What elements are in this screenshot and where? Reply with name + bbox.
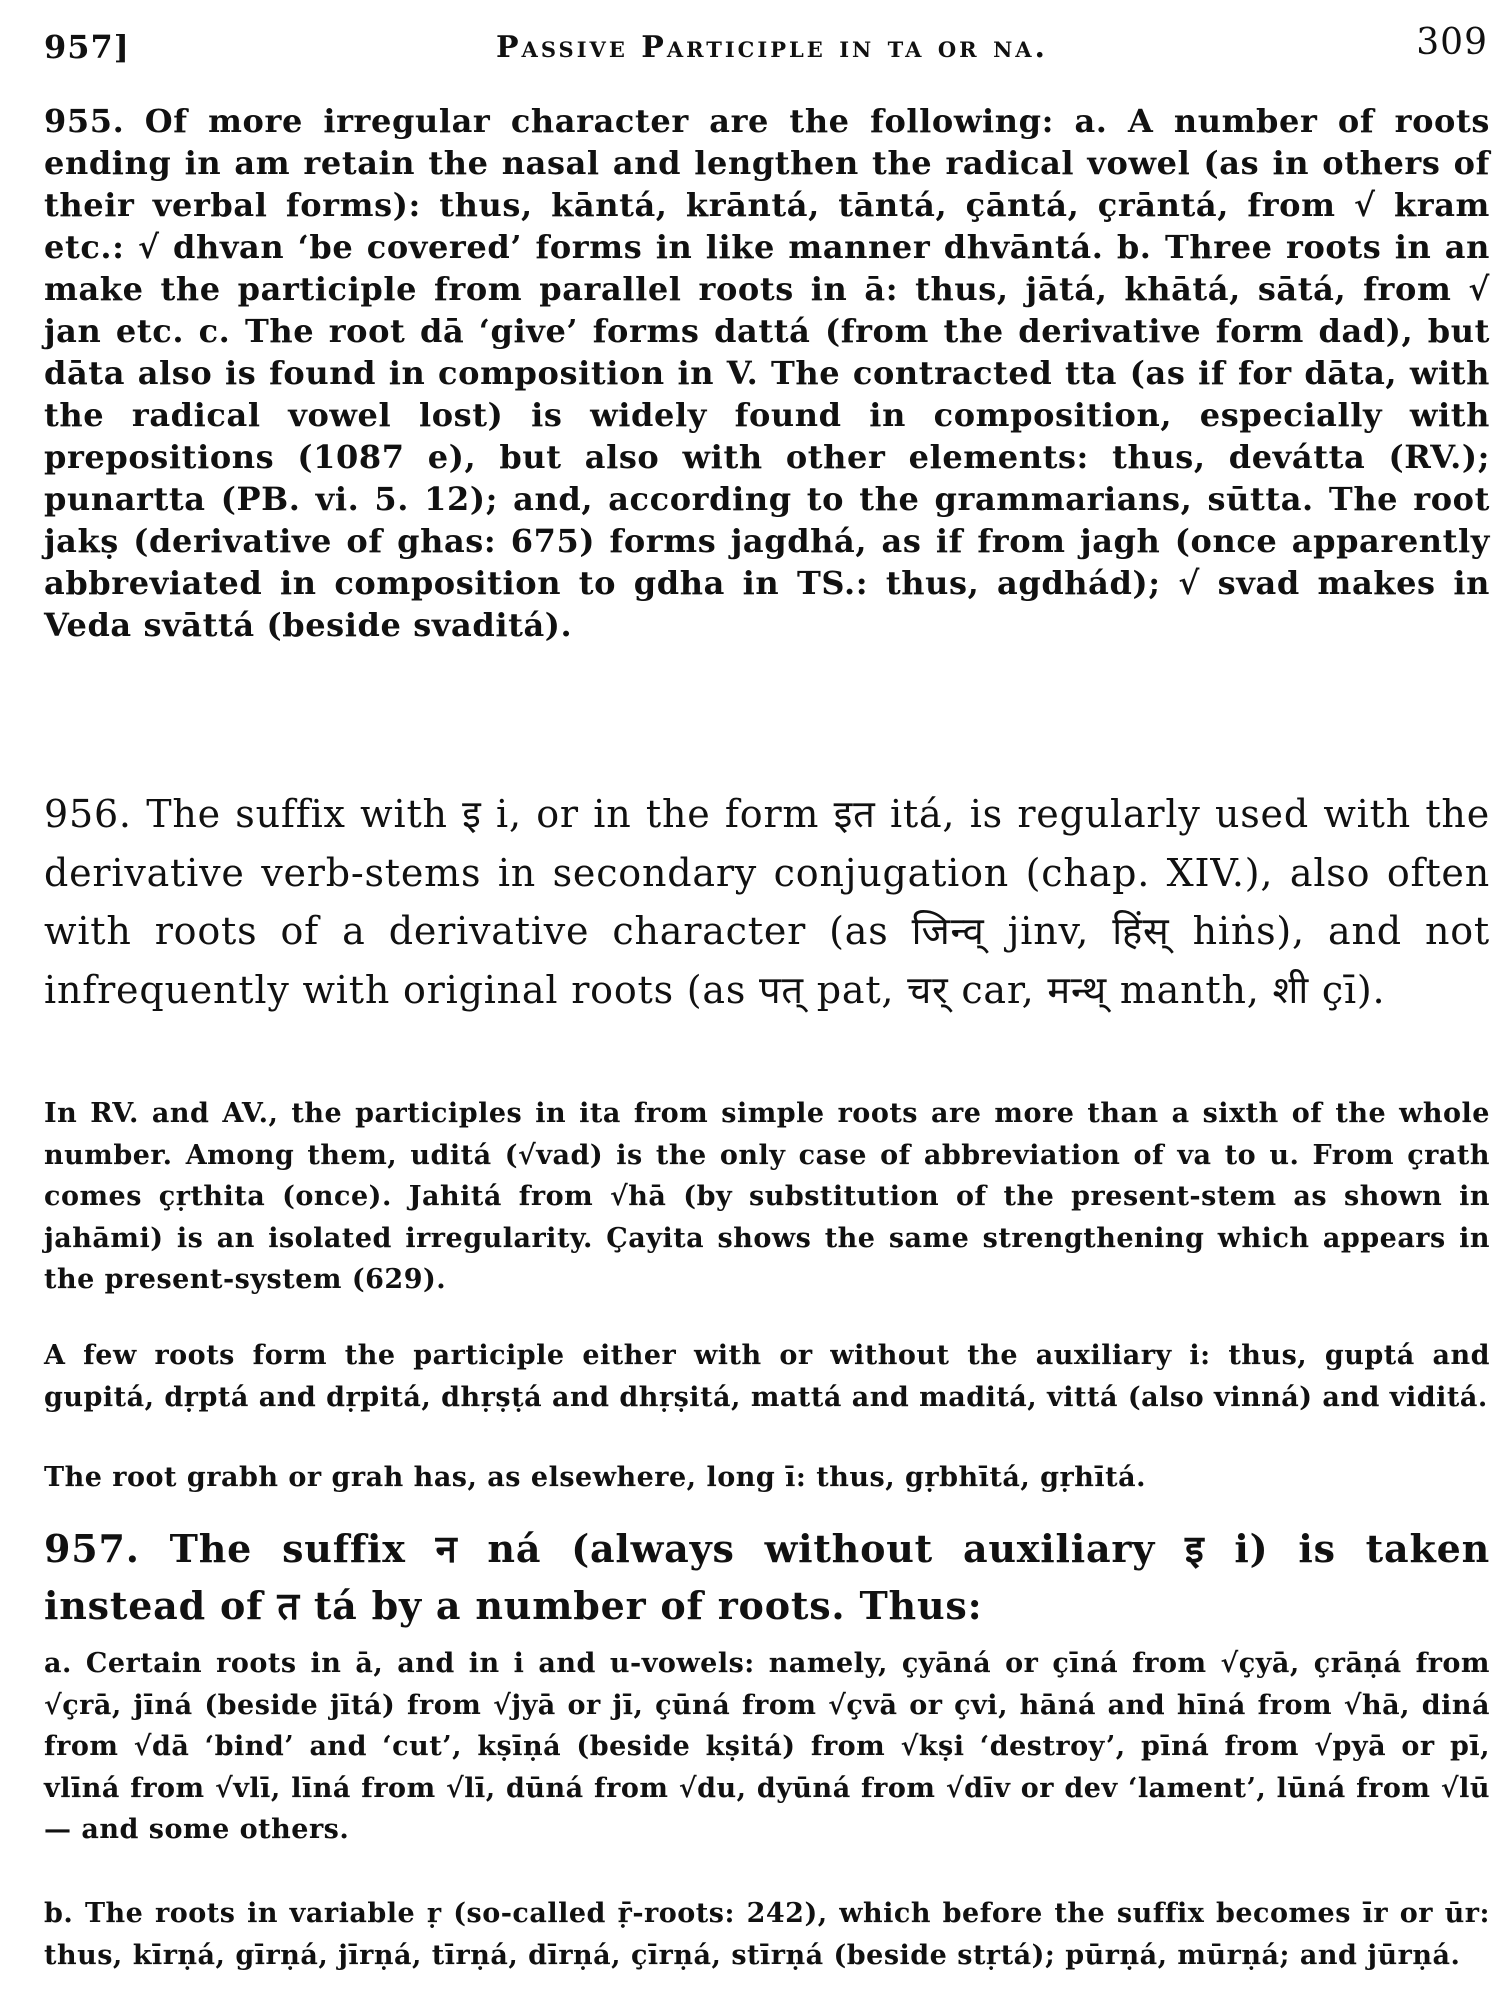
running-header xyxy=(44,22,1500,74)
section-957-b: b. The roots in variable ṛ (so-called ṝ-roots: 242), which before the suffix becomes īr or ūr: thus, kīrṇá, gīrṇá, jīrṇá, tīrṇá, dīrṇá, çīrṇá, stīrṇá (beside stṛtá); pūrṇá, mūrṇá; and jūrṇá. xyxy=(44,1898,1490,1971)
note-956-grabh: The root grabh or grah has, as elsewhere, long ī: thus, gṛbhītá, gṛhītá. xyxy=(44,1462,1146,1493)
section-956: 956. The suffix with इ i, or in the form इत itá, is regularly used with the derivative verb-stems in secondary conjugation (chap. XIV.), also often with roots of a derivative character (as जिन्व् jinv, हिंस् hiṅs), and not infrequently with original roots (as पत् pat, चर् car, मन्थ् manth, शी çī). xyxy=(44,792,1490,1012)
note-956-optional-i: A few roots form the participle either with or without the auxiliary i: thus, guptá and gupitá, dṛptá and dṛpitá, dhṛṣṭá and dhṛṣitá, mattá and maditá, vittá (also vinná) and viditá. xyxy=(44,1340,1490,1413)
section-955: 955. Of more irregular character are the following: a. A number of roots ending in am retain the nasal and lengthen the radical vowel (as in others of their verbal forms): thus, kāntá, krāntá, tāntá, çāntá, çrāntá, from √ kram etc.: √ dhvan ‘be covered’ forms in like manner dhvāntá. b. Three roots in an make the participle from parallel roots in ā: thus, jātá, khātá, sātá, from √ jan etc. c. The root dā ‘give’ forms dattá (from the derivative form dad), but dāta also is found in composition in V. The contracted tta (as if for dāta, with the radical vowel lost) is widely found in composition, especially with prepositions (1087 e), but also with other elements: thus, devátta (RV.); punartta (PB. vi. 5. 12); and, according to the grammarians, sūtta. The root jakṣ (derivative of ghas: 675) forms jagdhá, as if from jagh (once apparently abbreviated in composition to gdha in TS.: thus, agdhád); √ svad makes in Veda svāttá (beside svaditá). xyxy=(44,102,1490,644)
section-957-a: a. Certain roots in ā, and in i and u-vowels: namely, çyāná or çīná from √çyā, çrāṇá from √çrā, jīná (beside jītá) from √jyā or jī, çūná from √çvā or çvi, hāná and hīná from √hā, diná from √dā ‘bind’ and ‘cut’, kṣīṇá (beside kṣitá) from √kṣi ‘destroy’, pīná from √pyā or pī, vlīná from √vlī, līná from √lī, dūná from √du, dyūná from √dīv or dev ‘lament’, lūná from √lū — and some others. xyxy=(44,1648,1490,1845)
note-956-ita-participles: In RV. and AV., the participles in ita from simple roots are more than a sixth of the whole number. Among them, uditá (√vad) is the only case of abbreviation of va to u. From çrath comes çṛthita (once). Jahitá from √hā (by substitution of the present-stem as shown in jahāmi) is an isolated irregularity. Çayita shows the same strengthening which appears in the present-system (629). xyxy=(44,1098,1490,1295)
section-reference: 957] xyxy=(44,28,130,66)
section-957: 957. The suffix न ná (always without auxiliary इ i) is taken instead of त tá by a number of roots. Thus: xyxy=(44,1526,1490,1628)
running-title: Passive Participle in ta or na. xyxy=(495,30,1049,65)
page-number: 309 xyxy=(1416,22,1488,63)
